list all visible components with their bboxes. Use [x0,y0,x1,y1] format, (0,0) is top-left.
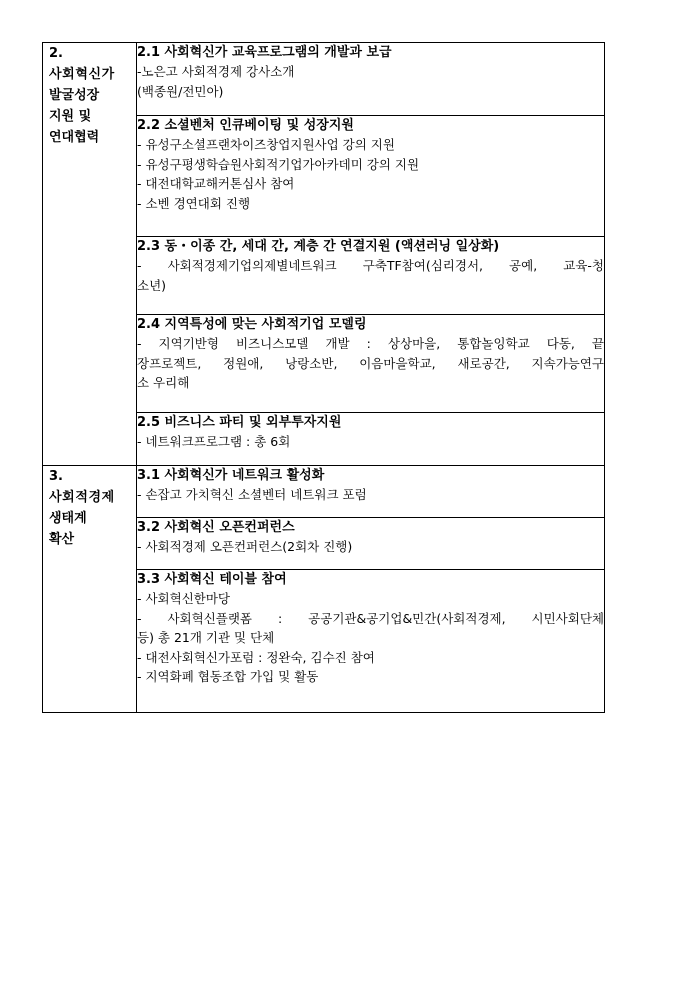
item-line: - 사회적경제기업의제별네트워크 구축TF참여(심리경서, 공예, 교육-청 [137,258,604,273]
item-title: 2.2 소셜벤처 인큐베이팅 및 성장지원 [137,118,354,133]
item-cell [137,43,605,116]
category-title-line: 확산 [49,532,75,547]
item-line: 장프로젝트, 정원애, 낭랑소반, 이음마을학교, 새로공간, 지속가능연구 [137,355,604,371]
category-cell [43,466,137,713]
item-title: 2.1 사회혁신가 교육프로그램의 개발과 보급 [137,45,392,60]
item-line: - 사회적경제 오픈컨퍼런스(2회차 진행) [137,539,353,554]
item-line: - 네트워크프로그램 : 총 6회 [137,434,291,449]
category-title-line: 사회혁신가 [49,67,115,82]
item-line: - 지역기반형 비즈니스모델 개발 : 상상마을, 통합놀잉학교 다동, 끝 [137,336,604,351]
item-line: 소 우리해 [137,375,190,390]
item-title: 2.5 비즈니스 파티 및 외부투자지원 [137,415,342,430]
category-cell [43,43,137,466]
category-title-line: 사회적경제 [49,490,115,505]
item-cell [137,237,605,315]
item-title: 3.1 사회혁신가 네트워크 활성화 [137,468,325,483]
item-title: 3.2 사회혁신 오픈컨퍼런스 [137,520,295,535]
item-line: - 지역화폐 협동조합 가입 및 활동 [137,669,319,684]
item-cell [137,466,605,518]
item-title: 2.4 지역특성에 맞는 사회적기업 모델링 [137,317,367,332]
item-line: 소년) [137,277,167,293]
item-line: - 대전대학교해커톤심사 참여 [137,176,295,191]
item-line: - 사회혁신플랫폼 : 공공기관&공기업&민간(사회적경제, 시민사회단체 [137,610,604,626]
table-row [43,43,605,116]
category-title-line: 연대협력 [49,130,100,145]
item-title: 2.3 동・이종 간, 세대 간, 계층 간 연결지원 (액션러닝 일상화) [137,239,500,254]
item-line: 등) 총 21개 기관 및 단체 [137,630,275,645]
item-line: - 손잡고 가치혁신 소셜벤터 네트워크 포럼 [137,487,367,502]
item-cell [137,116,605,237]
item-line: - 유성구평생학습원사회적기업가아카데미 강의 지원 [137,156,420,172]
category-title-line: 생태계 [49,511,87,526]
category-title-line: 지원 및 [49,109,92,124]
item-line: - 사회혁신한마당 [137,591,231,606]
item-cell [137,315,605,413]
item-title: 3.3 사회혁신 테이블 참여 [137,572,287,587]
item-cell [137,518,605,570]
item-line: - 대전사회혁신가포럼 : 정완숙, 김수진 참여 [137,649,375,665]
category-title-line: 발굴성장 [49,88,100,103]
item-cell [137,413,605,466]
activity-table [42,42,605,713]
item-line: (백종원/전민아) [137,83,224,99]
item-line: - 유성구소셜프랜차이즈창업지원사업 강의 지원 [137,137,395,152]
item-line: - 소벤 경연대회 진행 [137,195,251,211]
category-number: 2. [49,46,63,61]
category-number: 3. [49,469,63,484]
table-row [43,466,605,518]
item-line: -노은고 사회적경제 강사소개 [137,64,295,79]
item-cell [137,570,605,713]
